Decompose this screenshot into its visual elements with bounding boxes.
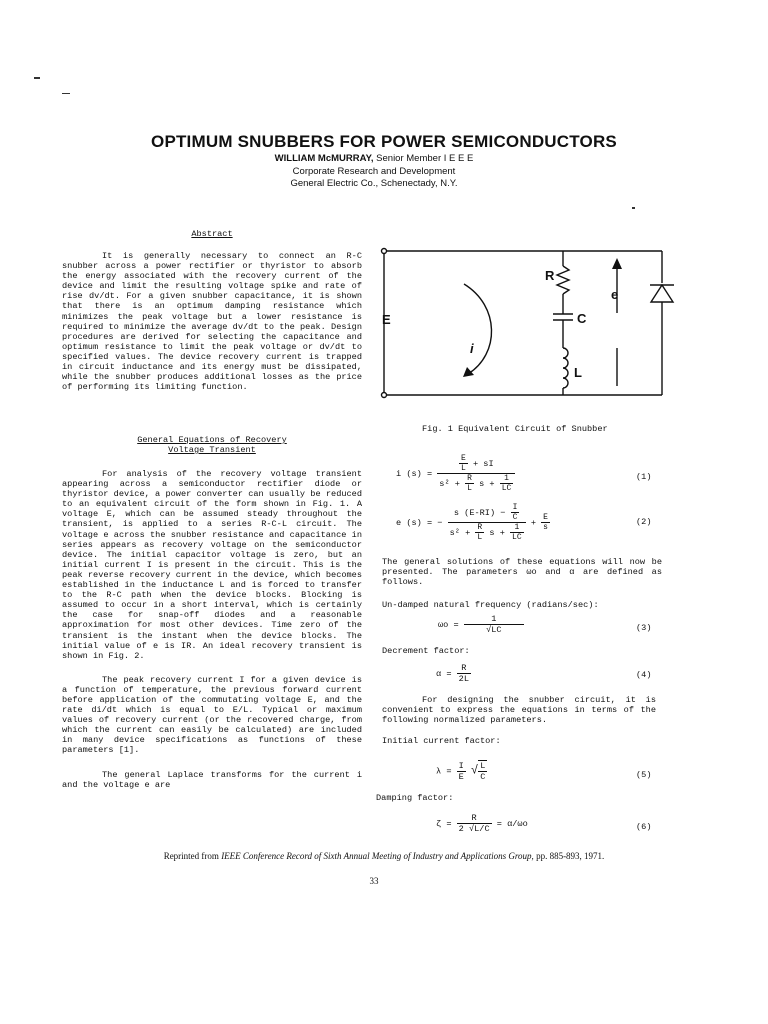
eq1-numerator (437, 454, 515, 474)
eq2-s: s (543, 523, 548, 532)
eq2-fraction (448, 503, 526, 542)
abstract-heading: Abstract (191, 229, 233, 239)
initial-current-label: Initial current factor: (382, 736, 501, 746)
eq5-lhs: λ = (436, 766, 452, 777)
undamped-frequency-label: Un-damped natural frequency (radians/sec): (382, 600, 599, 610)
abstract-text: It is generally necessary to connect an R-C snubber across a power rectifier or thyristor to absorb the energy associated with the recovery current of the device and limit the resulting voltage spike and rate of rise dv/dt. For a given snubber capacitance, it is shown that there is an optimum damping resistance which minimizes the peak voltage but a lower resistance is required to minimize the average dv/dt to the peak. Design procedures are derived for selecting the capacitance and optimum resistance to limit the peak voltage or dv/dt to specified values. The device recovery current is trapped in circuit inductance and its energy must be dissipated, while the snubber produces additional losses as the price of performing its limiting function. (62, 251, 362, 393)
label-C: C (577, 311, 587, 326)
terminal-bottom (382, 393, 387, 398)
eq2-num-a: s (E-RI) − (453, 507, 506, 518)
voltage-e-arrowhead (612, 258, 622, 269)
eq2-numerator (448, 503, 526, 523)
eq2-num-I: I (512, 503, 518, 512)
eq3-denominator: √LC (486, 625, 502, 635)
section-paragraph-3: The general Laplace transforms for the current i and the voltage e are (62, 769, 362, 790)
reprint-prefix: Reprinted from (163, 851, 219, 861)
section-paragraph-1: For analysis of the recovery voltage transient appearing across a semiconductor rectifier diode or thyristor device, a power converter can usually be reduced to an equivalent circuit of the form shown in Fig. 1. A voltage E, which can be assumed steady throughout the transient, is applied to a series R-C-L circuit. The voltage e across the snubber resistance and capacitance in series appears as recovery voltage on the semiconductor device. The initial capacitor voltage is zero, but an initial current I is present in the circuit. This is the peak reverse recovery current in the device, which becomes established in the inductance L and is forced to transfer to the R-C path when the device blocks. Blocking is assumed to occur in a short interval, which is certainly the case for snap-off diodes and a reasonable approximation for most other devices. Time zero of the transient is the instant when the device blocks. The initial value of e is IR. An ideal recovery transient is shown in Fig. 2. (62, 469, 362, 661)
eq6-lhs: ζ = (436, 818, 452, 829)
eq6-denominator: 2 √L/C (458, 824, 490, 834)
eq2-den-LC: LC (512, 533, 522, 542)
eq5-radicand-denominator: C (480, 772, 486, 782)
author-name: WILLIAM McMURRAY, (274, 153, 374, 164)
abstract-section (62, 229, 362, 392)
figure-1-caption: Fig. 1 Equivalent Circuit of Snubber (422, 424, 608, 434)
general-solutions-text: The general solutions of these equations will now be presented. The parameters ωo and α are defined as follows. (382, 557, 662, 588)
author-line (0, 153, 748, 165)
scan-speck (62, 93, 70, 94)
general-solutions-paragraph (382, 557, 662, 587)
eq2-den-b: s + (489, 527, 505, 538)
section-heading-line-1: General Equations of Recovery (137, 435, 287, 445)
equation-1 (396, 454, 515, 493)
eq6-fraction (457, 813, 492, 834)
equation-1-number: (1) (636, 472, 652, 482)
page-number: 33 (369, 876, 379, 886)
label-E: E (382, 312, 391, 327)
eq2-den-a: s² + (449, 527, 471, 538)
eq6-numerator: R (457, 813, 492, 824)
reprint-source: IEEE Conference Record of Sixth Annual Meeting of Industry and Applications Group, (221, 851, 534, 861)
eq4-denominator: 2L (458, 674, 469, 684)
eq6-rhs: = α/ωo (496, 818, 528, 829)
eq3-numerator: 1 (464, 614, 524, 625)
scan-speck (34, 77, 40, 79)
equation-4-number: (4) (636, 670, 652, 680)
current-arrowhead (463, 367, 474, 377)
eq1-num-L: L (461, 464, 466, 473)
paper-title: OPTIMUM SNUBBERS FOR POWER SEMICONDUCTORS (151, 132, 617, 151)
eq2-num-C: C (512, 513, 518, 522)
scan-speck (632, 207, 635, 209)
equation-5 (436, 760, 487, 782)
eq5-denominator: E (458, 771, 464, 782)
diode-symbol (651, 285, 673, 302)
design-text: For designing the snubber circuit, it is convenient to express the equations in terms of the following normalized parameters. (382, 695, 656, 726)
section-paragraph-2: The peak recovery current I for a given device is a function of temperature, the previous forward current before application of the commutating voltage E, and the rate di/dt which is equal to E/L. Typical or maximum values of recovery current (or the recovered charge, from which the current can easily be calculated) are included in many device specifications as functions of these parameters [1]. (62, 674, 362, 756)
equation-3-number: (3) (636, 623, 652, 633)
eq2-lhs: e (s) = − (396, 517, 443, 528)
inductor-symbol (563, 348, 568, 388)
eq1-denominator (437, 474, 515, 493)
eq2-den-R: R (477, 523, 483, 532)
equation-2 (396, 503, 550, 542)
equation-3 (438, 614, 524, 635)
eq3-fraction (464, 614, 524, 635)
eq1-fraction (437, 454, 515, 493)
eq2-E: E (543, 513, 548, 522)
equation-5-number: (5) (636, 770, 652, 780)
eq2-den-1: 1 (510, 523, 524, 533)
figure-1-circuit (370, 236, 690, 406)
label-R: R (545, 268, 555, 283)
equation-6-number: (6) (636, 822, 652, 832)
eq1-lhs: i (s) = (396, 468, 433, 479)
eq5-fraction (457, 761, 466, 782)
eq4-lhs: α = (436, 668, 452, 679)
author-membership: Senior Member I E E E (376, 153, 474, 164)
section-general-equations (62, 435, 362, 790)
label-L: L (574, 365, 582, 380)
equation-2-number: (2) (636, 517, 652, 527)
eq4-numerator: R (457, 663, 471, 674)
eq2-plus: + (530, 517, 536, 528)
eq2-denominator (448, 523, 526, 542)
decrement-factor-label: Decrement factor: (382, 646, 470, 656)
affiliation-line-2: General Electric Co., Schenectady, N.Y. (290, 178, 458, 189)
eq1-den-a: s² + (439, 478, 460, 489)
eq1-den-b: s + (479, 478, 495, 489)
current-arc (464, 284, 492, 374)
affiliation-line-1: Corporate Research and Development (292, 166, 456, 177)
damping-factor-label: Damping factor: (376, 793, 454, 803)
eq1-num-E: E (461, 454, 466, 463)
eq1-den-R: R (467, 474, 472, 483)
eq1-num-rest: + sI (472, 458, 494, 469)
design-paragraph (382, 695, 656, 725)
terminal-top (382, 249, 387, 254)
eq1-den-L: L (467, 484, 472, 493)
eq5-sqrt: √ (471, 763, 479, 778)
eq1-den-1: 1 (500, 474, 514, 484)
reprint-note (0, 851, 768, 861)
equation-6 (436, 813, 528, 834)
eq5-radicand-numerator: L (480, 761, 486, 771)
eq2-den-L: L (477, 533, 483, 542)
equation-4 (436, 663, 471, 684)
section-heading-line-2: Voltage Transient (168, 445, 256, 455)
label-i: i (470, 341, 474, 356)
resistor-symbol (557, 266, 569, 294)
eq3-lhs: ωo = (438, 619, 459, 630)
eq5-numerator: I (458, 760, 464, 771)
eq1-den-LC: LC (501, 484, 512, 493)
reprint-pages: pp. 885-893, 1971. (536, 851, 605, 861)
eq4-fraction (457, 663, 471, 684)
label-e: e (611, 287, 619, 302)
